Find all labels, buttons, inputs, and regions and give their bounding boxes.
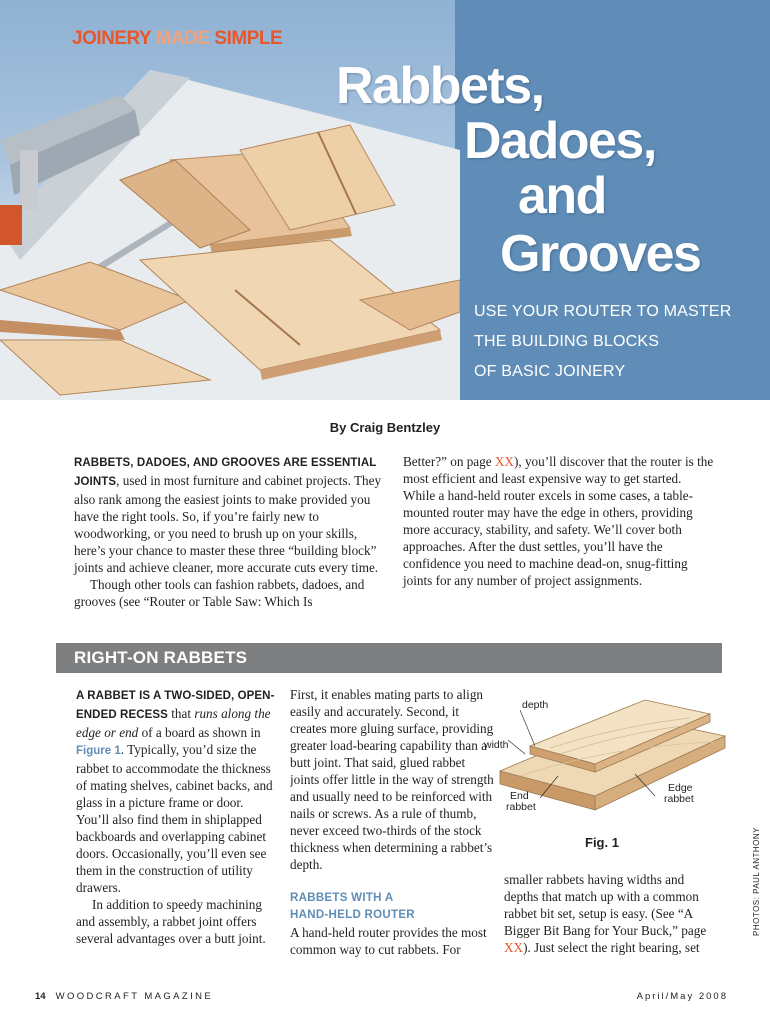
magazine-name: WOODCRAFT MAGAZINE	[55, 991, 214, 1002]
intro-lead-caps: RABBETS, DADOES, AND GROOVES ARE ESSENTIAL JOINTS	[74, 457, 377, 488]
depth-leader	[520, 710, 535, 746]
figure-caption: Fig. 1	[585, 835, 619, 850]
intro-paragraph-2c: ), you’ll discover that the router is the most efficient and least expensive way to get started. While a hand-held router excels in some cases, a table-mounted router may have the edge in others, providing more accuracy, stability, and safety. We’ll cover both approaches. After the dust settles, you’ll have the confidence you need to machine dead-on, snug-fitting joints for any number of project assignments.	[403, 454, 714, 588]
title-line-3: and	[518, 167, 606, 225]
section-p1-b: of a board as shown in	[138, 725, 261, 740]
section-p1-c: . Typically, you’d size the rabbet to accommodate the thickness of mating shelves, cabinet backs, and glass in a picture frame or door. You’ll also find them in shiplapped backboards and overlapping cabinet doors. Occasionally, you’ll even see them in the construction of utility drawers.	[76, 742, 273, 895]
hero-banner	[0, 0, 770, 400]
body-column-1	[76, 686, 276, 947]
body-column-2	[290, 686, 494, 958]
series-word-joinery: JOINERY	[72, 28, 151, 49]
figure-label-end-line2: rabbet	[506, 801, 536, 813]
subtitle-line-3: OF BASIC JOINERY	[474, 363, 626, 380]
subtitle-line-1: USE YOUR ROUTER TO MASTER	[474, 303, 732, 320]
title-line-2: Dadoes,	[464, 112, 656, 170]
title-line-1: Rabbets,	[336, 57, 544, 115]
page-number: 14	[35, 991, 46, 1002]
footer-left	[35, 991, 213, 1002]
section-p3-tail: smaller rabbets having widths and depths that match up with a common rabbet bit set, setup is easy. (See “A Bigger Bit Bang for Your Buck,” page	[504, 872, 707, 938]
photo-credit: PHOTOS: PAUL ANTHONY	[752, 827, 761, 936]
section-p1-a: that	[167, 706, 195, 721]
section-lead-italic: runs along the edge or end	[76, 706, 271, 740]
byline: By Craig Bentzley	[329, 420, 441, 435]
fence-clamp	[20, 150, 38, 210]
paragraph-gap	[290, 873, 494, 890]
intro-column-left	[74, 453, 386, 610]
figure-label-edge-line2: rabbet	[664, 793, 694, 805]
section-lead-caps: A RABBET IS A TWO-SIDED, OPEN-ENDED RECESS	[76, 690, 275, 721]
width-leader	[508, 740, 525, 754]
series-word-made: MADE	[155, 28, 210, 49]
section-title: RIGHT-ON RABBETS	[74, 648, 248, 667]
section-p2-continued: First, it enables mating parts to align easily and accurately. Second, it creates more gluing surface, providing greater load-bearing capability than a butt joint. That said, glued rabbet joints offer little in the way of strength and usually need to be reinforced with nails or screws. As a rule of thumb, never exceed two-thirds of the stock thickness when determining a rabbet’s depth.	[290, 687, 494, 872]
subhead-line-1: RABBETS WITH A	[290, 892, 394, 904]
intro-paragraph-2a: Though other tools can fashion rabbets, dadoes, and grooves (see “Router or Table Saw: Which Is	[74, 577, 365, 609]
figure-label-edge-line1: Edge	[668, 782, 693, 794]
page-xref-link[interactable]: XX	[494, 454, 514, 469]
intro-paragraph-1: , used in most furniture and cabinet projects. They also rank among the easiest joints to make provided you have the right tools. So, if you’re fairly new to woodworking, or you need to brush up on your skills, here’s your chance to master these three “building block” joints and achieve cleaner, more accurate cuts every time.	[74, 473, 382, 575]
subtitle-line-2: THE BUILDING BLOCKS	[474, 333, 660, 350]
series-label	[72, 28, 282, 50]
section-p3: A hand-held router provides the most common way to cut rabbets. For	[290, 925, 487, 957]
title-line-4: Grooves	[500, 225, 701, 283]
intro-column-right	[403, 453, 715, 589]
figure-label-depth: depth	[522, 699, 549, 711]
series-word-simple: SIMPLE	[214, 28, 283, 49]
issue-date: April/May 2008	[636, 991, 728, 1002]
figure-label-width: width	[484, 739, 509, 751]
subhead-line-2: HAND-HELD ROUTER	[290, 909, 415, 921]
intro-paragraph-2b: Better?” on page	[403, 454, 495, 469]
router-bit-guard	[0, 205, 22, 245]
section-p3-end: ). Just select the right bearing, set	[523, 940, 700, 955]
body-column-3	[504, 871, 712, 956]
page-xref-link-2[interactable]: XX	[504, 940, 524, 955]
section-p2: In addition to speedy machining and assembly, a rabbet joint offers several advantages over a butt joint.	[76, 897, 266, 946]
figure-1-link[interactable]: Figure 1	[76, 745, 121, 757]
figure-label-end-line1: End	[510, 790, 529, 802]
figure-1-rabbet-diagram	[480, 676, 730, 861]
